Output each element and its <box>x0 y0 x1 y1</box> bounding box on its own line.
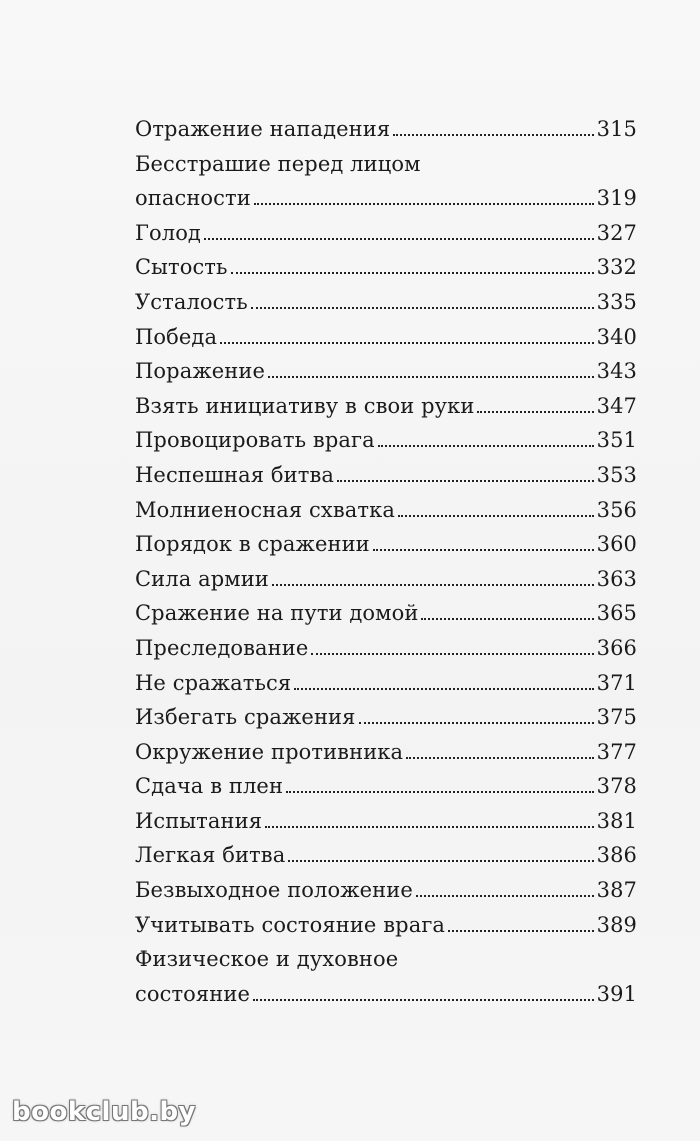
toc-entry-title: Молниеносная схватка <box>135 497 395 522</box>
toc-entry-title: Не сражаться <box>135 670 292 695</box>
toc-entry-page: 327 <box>596 220 637 245</box>
dot-leader <box>398 515 594 517</box>
toc-entry-title: Отражение нападения <box>135 117 391 141</box>
toc-entry <box>135 250 637 285</box>
toc-entry-title: Провоцировать врага <box>135 428 375 453</box>
toc-entry-title: Порядок в сражении <box>135 532 370 557</box>
toc-entry <box>135 354 637 389</box>
toc-entry <box>135 804 637 839</box>
toc-entry-page: 386 <box>596 843 637 868</box>
toc-entry <box>135 942 637 1011</box>
toc-entry-title-line1: Бесстрашие перед лицом <box>135 151 421 176</box>
toc-entry-title: Учитывать состояние врага <box>135 912 446 937</box>
dot-leader <box>268 376 594 378</box>
toc-entry-title: Окружение противника <box>135 739 404 764</box>
toc-entry <box>135 735 637 770</box>
toc-entry <box>135 908 637 943</box>
toc-entry-title: Неспешная битва <box>135 462 334 487</box>
toc-entry <box>135 147 637 216</box>
toc-entry <box>135 423 637 458</box>
dot-leader <box>373 549 594 551</box>
toc-entry-page: 371 <box>596 670 637 695</box>
toc-entry-page: 389 <box>596 912 637 937</box>
dot-leader <box>311 653 593 655</box>
dot-leader <box>406 757 593 759</box>
toc-entry-title: Избегать сражения <box>135 705 356 730</box>
toc-entry <box>135 596 637 631</box>
toc-entry-page: 353 <box>596 462 637 487</box>
toc-entry-page: 347 <box>596 393 637 418</box>
dot-leader <box>448 930 594 932</box>
toc-entry-page: 340 <box>596 324 637 349</box>
toc-entry-title: Победа <box>135 324 218 349</box>
toc-entry-title: Сытость <box>135 255 228 280</box>
toc-entry-title: Легкая битва <box>135 843 286 868</box>
toc-entry-title: Сражение на пути домой <box>135 601 419 626</box>
toc-entry <box>135 285 637 320</box>
toc-entry <box>135 112 637 147</box>
dot-leader <box>421 618 593 620</box>
dot-leader <box>220 342 594 344</box>
toc-entry-title: Безвыходное положение <box>135 878 413 903</box>
toc-entry-title: Преследование <box>135 635 309 660</box>
toc-entry-page: 343 <box>596 359 637 384</box>
toc-entry <box>135 631 637 666</box>
toc-entry-title: Сила армии <box>135 566 269 591</box>
dot-leader <box>477 411 593 413</box>
toc-entry <box>135 493 637 528</box>
toc-entry-page: 332 <box>596 255 637 280</box>
dot-leader <box>204 238 594 240</box>
toc-entry <box>135 527 637 562</box>
dot-leader <box>286 791 594 793</box>
toc-entry-page: 360 <box>596 532 637 557</box>
toc-entry-page: 377 <box>596 739 637 764</box>
toc-entry-page: 356 <box>596 497 637 522</box>
toc-entry <box>135 458 637 493</box>
toc-entry-page: 391 <box>596 981 637 1006</box>
dot-leader <box>288 860 593 862</box>
toc-entry-title: Взять инициативу в свои руки <box>135 393 475 418</box>
toc-entry-title: Сдача в плен <box>135 774 284 799</box>
toc-entry-title-line1: Физическое и духовное <box>135 947 399 972</box>
toc-entry <box>135 666 637 701</box>
toc-entry <box>135 320 637 355</box>
dot-leader <box>231 272 594 274</box>
dot-leader <box>272 584 594 586</box>
toc-entry <box>135 216 637 251</box>
dot-leader <box>265 826 594 828</box>
toc-entry-page: 315 <box>596 117 637 141</box>
toc-entry-title: Испытания <box>135 808 263 833</box>
toc-entry <box>135 389 637 424</box>
toc-entry-page: 375 <box>596 705 637 730</box>
toc-entry <box>135 769 637 804</box>
dot-leader <box>253 999 594 1001</box>
toc-entry-page: 387 <box>596 878 637 903</box>
toc-entry-page: 381 <box>596 808 637 833</box>
dot-leader <box>378 445 594 447</box>
toc-entry-page: 363 <box>596 566 637 591</box>
toc-entry-page: 365 <box>596 601 637 626</box>
toc-entry-page: 335 <box>596 289 637 314</box>
dot-leader <box>359 722 594 724</box>
toc-entry <box>135 838 637 873</box>
toc-entry-title: Усталость <box>135 289 248 314</box>
toc-entry-title: опасности <box>135 186 251 211</box>
toc-entry-page: 366 <box>596 635 637 660</box>
site-watermark: bookclub.by <box>12 1097 197 1127</box>
toc-entry-title: Голод <box>135 220 201 245</box>
toc-entry-page: 378 <box>596 774 637 799</box>
toc-entry-title: состояние <box>135 981 250 1006</box>
toc-entry-title: Поражение <box>135 359 265 384</box>
toc-entry <box>135 873 637 908</box>
toc-entry-page: 351 <box>596 428 637 453</box>
dot-leader <box>254 203 594 205</box>
dot-leader <box>393 134 593 136</box>
toc-entry <box>135 700 637 735</box>
dot-leader <box>251 307 594 309</box>
dot-leader <box>416 895 594 897</box>
toc-entry-page: 319 <box>596 186 637 211</box>
table-of-contents <box>135 112 637 1011</box>
dot-leader <box>337 480 594 482</box>
dot-leader <box>294 688 593 690</box>
toc-entry <box>135 562 637 597</box>
